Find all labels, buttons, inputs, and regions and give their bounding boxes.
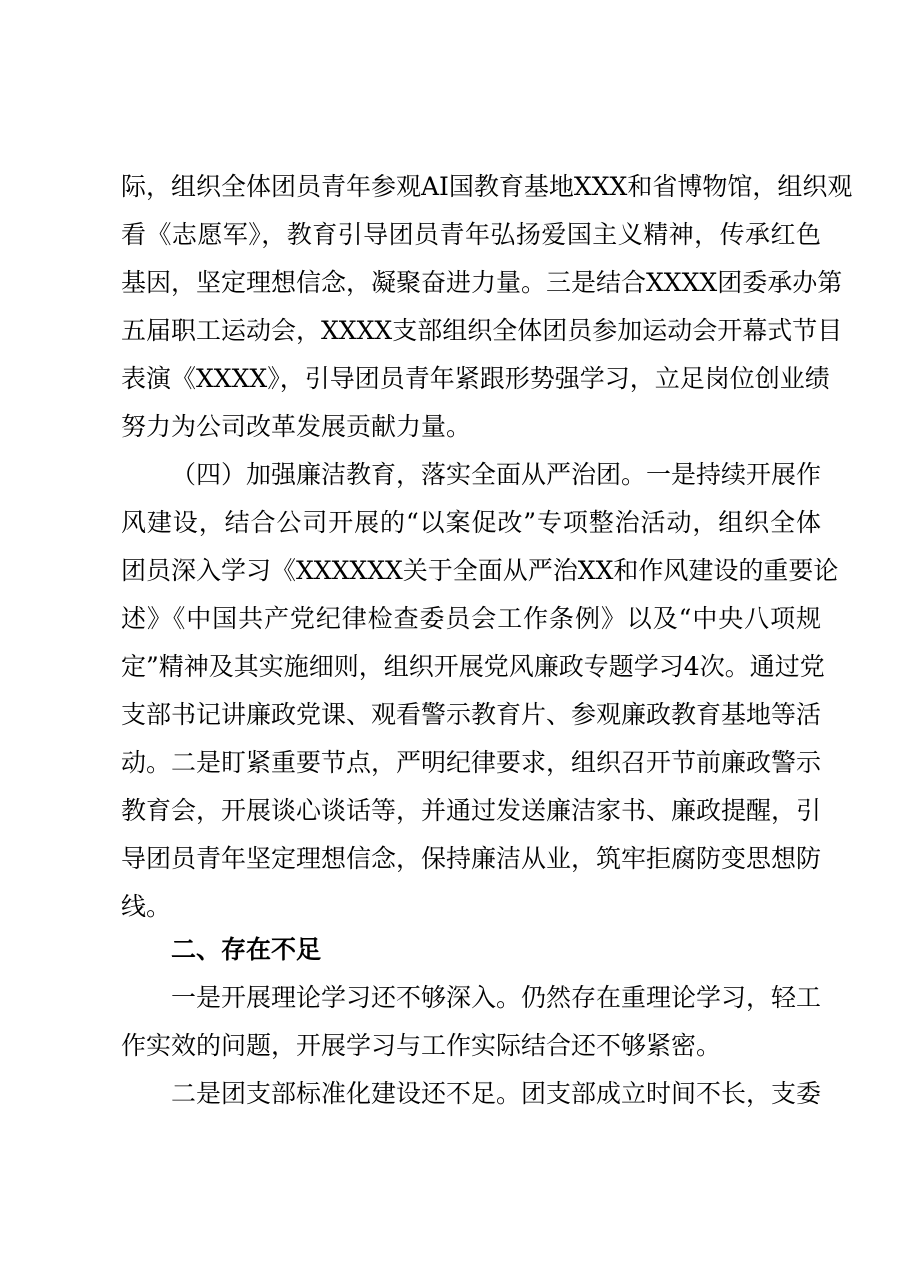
paragraph-2-line-1: （四）加强廉洁教育，落实全面从严治团。一是持续开展作 xyxy=(171,460,822,489)
paragraph-2-line-9: 导团员青年坚定理想信念，保持廉洁从业，筑牢拒腐防变思想防 xyxy=(121,844,822,873)
paragraph-2-line-4: 述》《中国共产党纪律检查委员会工作条例》以及“中央八项规 xyxy=(121,604,821,633)
paragraph-3-line-1: 一是开展理论学习还不够深入。仍然存在重理论学习，轻工 xyxy=(171,983,822,1012)
paragraph-2-line-6: 支部书记讲廉政党课、观看警示教育片、参观廉政教育基地等活 xyxy=(121,700,822,729)
paragraph-1-line-3: 基因，坚定理想信念，凝聚奋进力量。三是结合XXXX团委承办第 xyxy=(121,268,843,297)
paragraph-1-line-2: 看《志愿军》，教育引导团员青年弘扬爱国主义精神，传承红色 xyxy=(121,220,821,249)
paragraph-1-line-4: 五届职工运动会，XXXX支部组织全体团员参加运动会开幕式节目 xyxy=(121,316,843,345)
paragraph-1-line-6: 努力为公司改革发展贡献力量。 xyxy=(121,412,472,441)
paragraph-2-line-3: 团员深入学习《XXXXXX关于全面从严治XX和作风建设的重要论 xyxy=(121,556,839,585)
paragraph-1-line-5: 表演《XXXX》，引导团员青年紧跟形势强学习，立足岗位创业绩 xyxy=(121,364,830,393)
paragraph-2-line-5: 定”精神及其实施细则，组织开展党风廉政专题学习4次。通过党 xyxy=(121,652,825,681)
paragraph-2-line-7: 动。二是盯紧重要节点，严明纪律要求，组织召开节前廉政警示 xyxy=(121,748,822,777)
paragraph-2-line-10: 线。 xyxy=(121,892,172,921)
paragraph-2-line-2: 风建设，结合公司开展的“以案促改”专项整治活动，组织全体 xyxy=(121,508,821,537)
section-heading: 二、存在不足 xyxy=(171,935,322,964)
paragraph-4-line-1: 二是团支部标准化建设还不足。团支部成立时间不长，支委 xyxy=(171,1079,822,1108)
paragraph-1-line-1: 际，组织全体团员青年参观AI国教育基地XXX和省博物馆，组织观 xyxy=(121,172,853,201)
paragraph-2-line-8: 教育会，开展谈心谈话等，并通过发送廉洁家书、廉政提醒，引 xyxy=(121,796,822,825)
paragraph-3-line-2: 作实效的问题，开展学习与工作实际结合还不够紧密。 xyxy=(121,1031,722,1060)
